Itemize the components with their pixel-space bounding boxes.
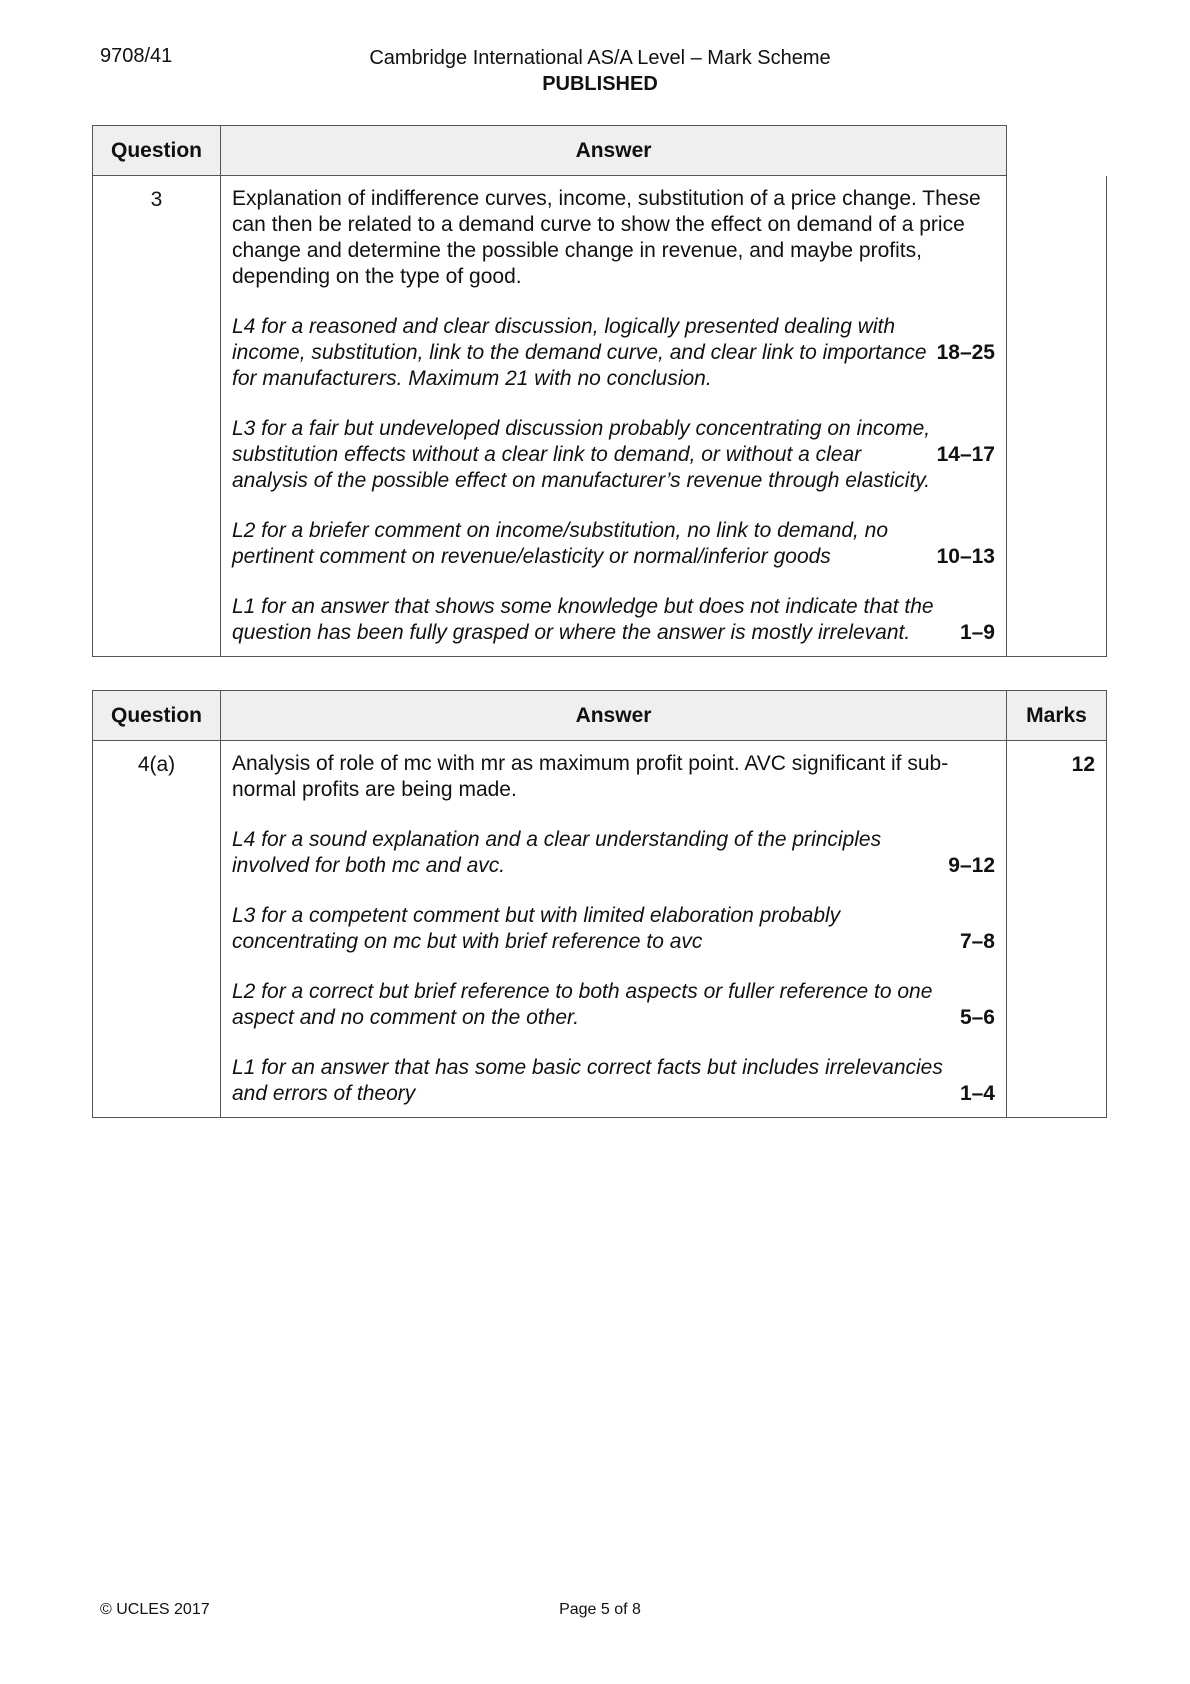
level-mark-range: 1–9 bbox=[959, 621, 995, 644]
question-number: 3 bbox=[93, 176, 221, 657]
level-mark-range: 5–6 bbox=[959, 1006, 995, 1029]
paper-code: 9708/41 bbox=[100, 45, 173, 67]
level-descriptor-l1 bbox=[232, 1055, 995, 1107]
marks-column-header-blank bbox=[1007, 126, 1107, 176]
level-descriptor-l4 bbox=[232, 827, 995, 879]
table-row bbox=[93, 176, 1107, 657]
answer-cell bbox=[221, 176, 1007, 657]
level-descriptor-l3 bbox=[232, 416, 995, 494]
level-text: L1 for an answer that shows some knowledge but does not indicate that the question has been fully grasped or where the answer is mostly irrelevant. bbox=[232, 595, 934, 644]
level-text: L3 for a competent comment but with limited elaboration probably concentrating on mc but with brief reference to avc bbox=[232, 904, 841, 953]
level-text: L2 for a correct but brief reference to both aspects or fuller reference to one aspect and no comment on the other. bbox=[232, 980, 933, 1029]
question-column-header: Question bbox=[93, 126, 221, 176]
question-number: 4(a) bbox=[93, 741, 221, 1118]
table-header-row bbox=[93, 691, 1107, 741]
level-descriptor-l1 bbox=[232, 594, 995, 646]
document-title: Cambridge International AS/A Level – Mark Scheme bbox=[369, 47, 831, 69]
table-row bbox=[93, 741, 1107, 1118]
marks-value: 12 bbox=[1007, 741, 1107, 1118]
level-mark-range: 14–17 bbox=[936, 443, 995, 466]
level-text: L4 for a reasoned and clear discussion, logically presented dealing with income, substitution, link to the demand curve, and clear link to importance for manufacturers. Maximum 21 with no conclusion. bbox=[232, 315, 927, 390]
answer-cell bbox=[221, 741, 1007, 1118]
document-header bbox=[0, 45, 1190, 97]
mark-scheme-table-q3 bbox=[92, 125, 1107, 657]
marks-column-header: Marks bbox=[1007, 691, 1107, 741]
mark-scheme-table-q4a bbox=[92, 690, 1107, 1118]
question-column-header: Question bbox=[93, 691, 221, 741]
copyright-notice: © UCLES 2017 bbox=[100, 1601, 210, 1618]
level-text: L3 for a fair but undeveloped discussion probably concentrating on income, substitution effects without a clear link to demand, or without a clear analysis of the possible effect on manufacturer’s revenue through elasticity. bbox=[232, 417, 931, 492]
level-mark-range: 1–4 bbox=[959, 1082, 995, 1105]
level-text: L4 for a sound explanation and a clear understanding of the principles involved for both mc and avc. bbox=[232, 828, 882, 877]
level-mark-range: 10–13 bbox=[936, 545, 995, 568]
answer-intro: Analysis of role of mc with mr as maximum profit point. AVC significant if sub-normal profits are being made. bbox=[232, 752, 949, 801]
answer-column-header: Answer bbox=[221, 691, 1007, 741]
level-descriptor-l4 bbox=[232, 314, 995, 392]
marks-cell-blank bbox=[1007, 176, 1107, 657]
answer-intro: Explanation of indifference curves, income, substitution of a price change. These can then be related to a demand curve to show the effect on demand of a price change and determine the possible change in revenue, and maybe profits, depending on the type of good. bbox=[232, 187, 981, 288]
level-descriptor-l2 bbox=[232, 979, 995, 1031]
level-mark-range: 7–8 bbox=[959, 930, 995, 953]
table-header-row bbox=[93, 126, 1107, 176]
level-text: L1 for an answer that has some basic correct facts but includes irrelevancies and errors of theory bbox=[232, 1056, 943, 1105]
status-label: PUBLISHED bbox=[542, 73, 658, 95]
level-mark-range: 18–25 bbox=[936, 341, 995, 364]
level-text: L2 for a briefer comment on income/substitution, no link to demand, no pertinent comment on revenue/elasticity or normal/inferior goods bbox=[232, 519, 889, 568]
answer-column-header: Answer bbox=[221, 126, 1007, 176]
page-number: Page 5 of 8 bbox=[559, 1601, 641, 1618]
level-descriptor-l3 bbox=[232, 903, 995, 955]
level-descriptor-l2 bbox=[232, 518, 995, 570]
level-mark-range: 9–12 bbox=[948, 854, 995, 877]
